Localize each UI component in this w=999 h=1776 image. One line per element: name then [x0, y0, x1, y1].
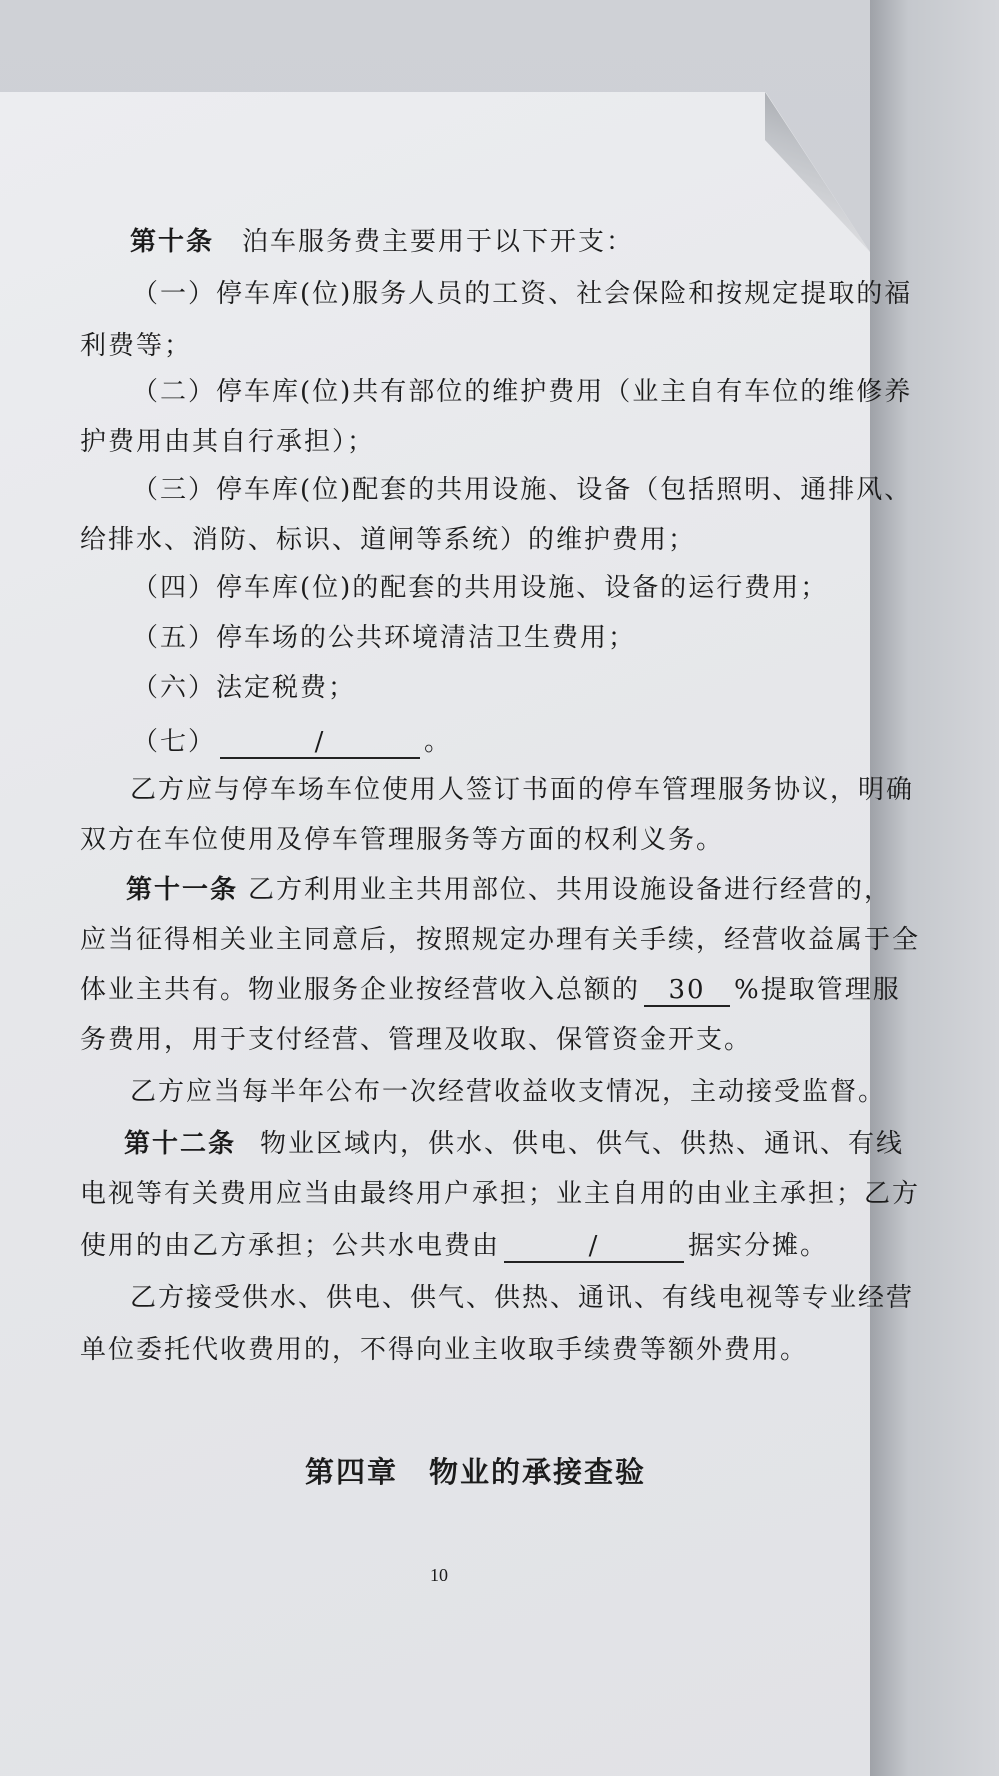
article12-line3 — [80, 1228, 828, 1264]
article10-item2-a: （二）停车库(位)共有部位的维护费用（业主自有车位的维修养 — [132, 377, 913, 407]
item7-end: 。 — [424, 727, 453, 757]
article10-para-b: 双方在车位使用及停车管理服务等方面的权利义务。 — [80, 825, 725, 855]
item7-blank-field: / — [220, 727, 420, 759]
article12-line1 — [124, 1126, 904, 1162]
article11-line4: 务费用，用于支付经营、管理及收取、保管资金开支。 — [80, 1025, 753, 1055]
chapter-title: 第四章 物业的承接查验 — [305, 1455, 647, 1489]
article11-line3 — [80, 972, 901, 1008]
article11-line1 — [126, 872, 892, 908]
article10-item3-a: （三）停车库(位)配套的共用设施、设备（包括照明、通排风、 — [132, 475, 913, 505]
article12-text3-pre: 使用的由乙方承担；公共水电费由 — [80, 1231, 501, 1261]
article12-para-b: 单位委托代收费用的，不得向业主收取手续费等额外费用。 — [80, 1335, 809, 1365]
article10-intro: 泊车服务费主要用于以下开支： — [242, 227, 635, 257]
item7-label: （七） — [132, 727, 217, 757]
article10-heading: 第十条 — [130, 227, 215, 257]
article10-para-a: 乙方应与停车场车位使用人签订书面的停车管理服务协议，明确 — [130, 775, 915, 805]
article10-title-line — [130, 224, 634, 260]
article12-text3-post: 据实分摊。 — [688, 1231, 829, 1261]
article10-item1-b: 利费等； — [80, 331, 193, 361]
page-number: 10 — [430, 1565, 448, 1585]
percent-blank-field: 30 — [644, 975, 730, 1007]
article10-item3-b: 给排水、消防、标识、道闸等系统）的维护费用； — [80, 525, 697, 555]
article10-item4: （四）停车库(位)的配套的共用设施、设备的运行费用； — [132, 573, 829, 603]
article11-line2: 应当征得相关业主同意后，按照规定办理有关手续，经营收益属于全 — [80, 925, 921, 955]
article10-item5: （五）停车场的公共环境清洁卫生费用； — [132, 623, 637, 653]
article11-text3-post: %提取管理服 — [734, 975, 901, 1005]
article11-text3-pre: 体业主共有。物业服务企业按经营收入总额的 — [80, 975, 641, 1005]
article12-text1: 物业区域内，供水、供电、供气、供热、通讯、有线 — [260, 1129, 905, 1159]
article12-para-a: 乙方接受供水、供电、供气、供热、通讯、有线电视等专业经营 — [130, 1283, 915, 1313]
article10-item7 — [132, 724, 452, 760]
article12-line2: 电视等有关费用应当由最终用户承担；业主自用的由业主承担；乙方 — [80, 1179, 921, 1209]
article12-heading: 第十二条 — [124, 1129, 237, 1159]
shared-fee-blank-field: / — [504, 1231, 684, 1263]
article11-para: 乙方应当每半年公布一次经营收益收支情况，主动接受监督。 — [130, 1077, 887, 1107]
article11-heading: 第十一条 — [126, 875, 239, 905]
article10-item2-b: 护费用由其自行承担）； — [80, 427, 376, 457]
article11-text1: 乙方利用业主共用部位、共用设施设备进行经营的， — [248, 875, 893, 905]
article10-item6: （六）法定税费； — [132, 673, 357, 703]
article10-item1-a: （一）停车库(位)服务人员的工资、社会保险和按规定提取的福 — [132, 279, 913, 309]
